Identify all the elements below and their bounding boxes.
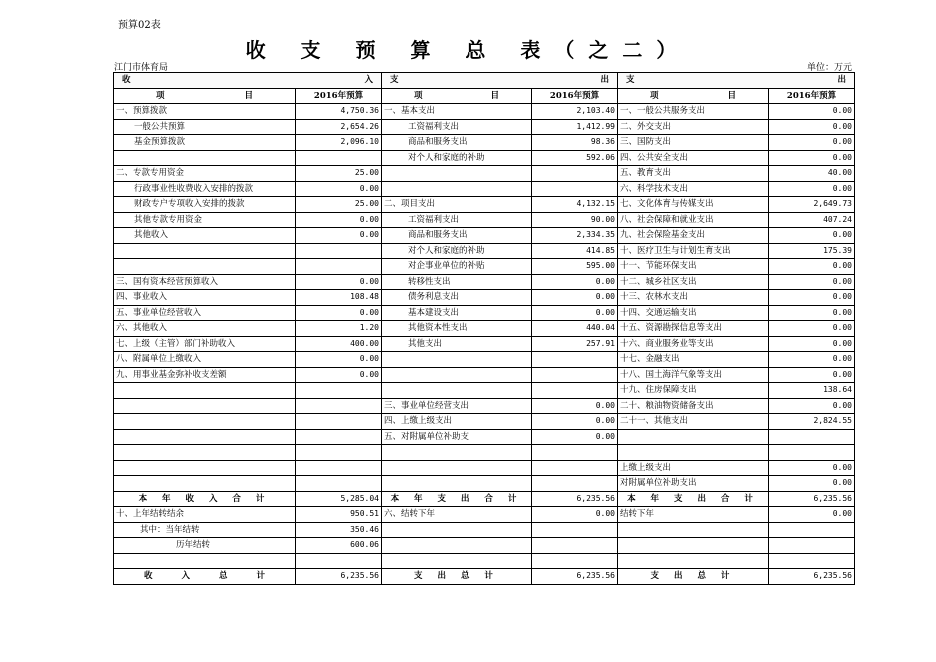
income-value: 0.00 [296, 181, 382, 197]
grand-expenditure-total-value: 6,235.56 [532, 569, 618, 585]
function-value [769, 445, 855, 461]
expenditure-value: 595.00 [532, 259, 618, 275]
function-value: 0.00 [769, 352, 855, 368]
function-value: 175.39 [769, 243, 855, 259]
function-item: 十三、农林水支出 [618, 290, 769, 306]
income-item: 二、专款专用资金 [114, 166, 296, 182]
form-code: 预算02表 [118, 20, 161, 31]
table-row [114, 429, 855, 445]
expenditure-item: 五、对附属单位补助支 [382, 429, 532, 445]
function-item: 二、外交支出 [618, 119, 769, 135]
grand-expenditure-total-label: 支 出 总 计 [382, 569, 532, 585]
income-value: 4,750.36 [296, 104, 382, 120]
function-value: 407.24 [769, 212, 855, 228]
income-value [296, 398, 382, 414]
function-value: 0.00 [769, 336, 855, 352]
income-value: 950.51 [296, 507, 382, 523]
income-value: 0.00 [296, 212, 382, 228]
column-header-row [114, 88, 855, 104]
expenditure-value: 0.00 [532, 507, 618, 523]
item-column-header [382, 88, 532, 104]
income-item: 三、国有资本经营预算收入 [114, 274, 296, 290]
expenditure-item [382, 460, 532, 476]
expenditure-item: 其他支出 [382, 336, 532, 352]
table-row [114, 305, 855, 321]
total-char: 计 [256, 571, 265, 582]
table-row [114, 522, 855, 538]
header-char: 出 [600, 75, 609, 86]
function-item: 十九、住房保障支出 [618, 383, 769, 399]
function-item [618, 445, 769, 461]
function-value: 2,824.55 [769, 414, 855, 430]
function-value [769, 429, 855, 445]
function-item: 三、国防支出 [618, 135, 769, 151]
table-row [114, 135, 855, 151]
income-item: 六、其他收入 [114, 321, 296, 337]
expenditure-item: 转移性支出 [382, 274, 532, 290]
income-item: 其他收入 [114, 228, 296, 244]
annual-function-total-label: 本 年 支 出 合 计 [618, 491, 769, 507]
income-value [296, 150, 382, 166]
expenditure-item: 商品和服务支出 [382, 135, 532, 151]
function-value: 0.00 [769, 104, 855, 120]
income-value: 2,096.10 [296, 135, 382, 151]
expenditure-value: 98.36 [532, 135, 618, 151]
organization-name: 江门市体育局 [114, 63, 169, 73]
income-item: 基金预算拨款 [114, 135, 296, 151]
income-value [296, 414, 382, 430]
income-value: 0.00 [296, 228, 382, 244]
table-row [114, 181, 855, 197]
expenditure-value: 592.06 [532, 150, 618, 166]
grand-income-total-value: 6,235.56 [296, 569, 382, 585]
function-value: 0.00 [769, 135, 855, 151]
table-row [114, 445, 855, 461]
annual-expenditure-total-value: 6,235.56 [532, 491, 618, 507]
function-value: 0.00 [769, 274, 855, 290]
expenditure-value: 2,334.35 [532, 228, 618, 244]
table-row [114, 166, 855, 182]
function-item: 五、教育支出 [618, 166, 769, 182]
table-row [114, 119, 855, 135]
function-value: 0.00 [769, 228, 855, 244]
income-item: 五、事业单位经营收入 [114, 305, 296, 321]
function-item: 六、科学技术支出 [618, 181, 769, 197]
expenditure-value: 440.04 [532, 321, 618, 337]
table-row [114, 290, 855, 306]
header-char: 支 [626, 75, 635, 86]
table-row [114, 104, 855, 120]
function-item: 十五、资源勘探信息等支出 [618, 321, 769, 337]
expenditure-item: 工资福利支出 [382, 119, 532, 135]
income-value [296, 383, 382, 399]
function-item: 四、公共安全支出 [618, 150, 769, 166]
expenditure-item: 一、基本支出 [382, 104, 532, 120]
header-char: 目 [244, 90, 253, 101]
expenditure-value [532, 553, 618, 569]
income-value: 600.06 [296, 538, 382, 554]
income-value [296, 553, 382, 569]
expenditure-value: 0.00 [532, 398, 618, 414]
function-item [618, 522, 769, 538]
income-item: 历年结转 [114, 538, 296, 554]
income-value: 25.00 [296, 166, 382, 182]
function-item [618, 429, 769, 445]
budget-table [113, 72, 855, 585]
expenditure-item [382, 553, 532, 569]
expenditure-value: 0.00 [532, 414, 618, 430]
function-item: 七、文化体育与传媒支出 [618, 197, 769, 213]
table-row [114, 460, 855, 476]
expenditure-value: 0.00 [532, 274, 618, 290]
unit-label: 单位：万元 [806, 63, 852, 73]
annual-income-total-value: 5,285.04 [296, 491, 382, 507]
function-value: 0.00 [769, 398, 855, 414]
header-char: 出 [837, 75, 846, 86]
income-value [296, 445, 382, 461]
function-item [618, 538, 769, 554]
header-char: 入 [364, 75, 373, 86]
income-item: 九、用事业基金弥补收支差额 [114, 367, 296, 383]
income-item [114, 243, 296, 259]
expenditure-item: 二、项目支出 [382, 197, 532, 213]
function-item: 结转下年 [618, 507, 769, 523]
income-item [114, 445, 296, 461]
expenditure-item [382, 166, 532, 182]
total-char: 收 [144, 571, 153, 582]
income-item [114, 150, 296, 166]
header-char: 目 [727, 90, 736, 101]
expenditure-item [382, 352, 532, 368]
section-header-row [114, 73, 855, 89]
expenditure-item: 工资福利支出 [382, 212, 532, 228]
income-item: 其中：当年结转 [114, 522, 296, 538]
expenditure-item [382, 476, 532, 492]
income-item [114, 476, 296, 492]
expenditure-section-header-2 [618, 73, 855, 89]
function-item [618, 553, 769, 569]
function-item: 十二、城乡社区支出 [618, 274, 769, 290]
expenditure-item [382, 538, 532, 554]
table-row [114, 228, 855, 244]
annual-expenditure-total-label: 本 年 支 出 合 计 [382, 491, 532, 507]
expenditure-item [382, 367, 532, 383]
expenditure-value [532, 181, 618, 197]
income-value: 0.00 [296, 274, 382, 290]
function-item: 十四、交通运输支出 [618, 305, 769, 321]
expenditure-item [382, 522, 532, 538]
income-value [296, 476, 382, 492]
income-value: 0.00 [296, 367, 382, 383]
income-item [114, 383, 296, 399]
expenditure-value: 414.85 [532, 243, 618, 259]
item-column-header [114, 88, 296, 104]
table-row [114, 274, 855, 290]
budget-column-header: 2016年预算 [296, 88, 382, 104]
income-item [114, 429, 296, 445]
function-value: 2,649.73 [769, 197, 855, 213]
income-value [296, 460, 382, 476]
function-value [769, 538, 855, 554]
table-row [114, 243, 855, 259]
function-item: 十六、商业服务业等支出 [618, 336, 769, 352]
table-row [114, 476, 855, 492]
income-item: 财政专户专项收入安排的拨款 [114, 197, 296, 213]
function-value [769, 553, 855, 569]
table-row [114, 150, 855, 166]
annual-income-total-label: 本 年 收 入 合 计 [114, 491, 296, 507]
header-char: 项 [156, 90, 165, 101]
function-value: 0.00 [769, 460, 855, 476]
expenditure-value: 0.00 [532, 305, 618, 321]
expenditure-item: 债务利息支出 [382, 290, 532, 306]
function-value [769, 522, 855, 538]
total-char: 入 [181, 571, 190, 582]
income-value: 2,654.26 [296, 119, 382, 135]
income-value: 0.00 [296, 352, 382, 368]
function-value: 0.00 [769, 476, 855, 492]
expenditure-value [532, 367, 618, 383]
expenditure-item: 商品和服务支出 [382, 228, 532, 244]
income-value: 400.00 [296, 336, 382, 352]
annual-function-total-value: 6,235.56 [769, 491, 855, 507]
function-item: 十七、金融支出 [618, 352, 769, 368]
income-item [114, 553, 296, 569]
table-row [114, 398, 855, 414]
function-value: 0.00 [769, 290, 855, 306]
function-value: 138.64 [769, 383, 855, 399]
table-row [114, 367, 855, 383]
function-value: 0.00 [769, 259, 855, 275]
header-char: 目 [490, 90, 499, 101]
budget-column-header: 2016年预算 [769, 88, 855, 104]
function-item: 九、社会保险基金支出 [618, 228, 769, 244]
income-section-header [114, 73, 382, 89]
expenditure-value: 4,132.15 [532, 197, 618, 213]
function-item: 十八、国土海洋气象等支出 [618, 367, 769, 383]
expenditure-value [532, 476, 618, 492]
income-value [296, 259, 382, 275]
function-value: 40.00 [769, 166, 855, 182]
function-value: 0.00 [769, 507, 855, 523]
function-item: 十、医疗卫生与计划生育支出 [618, 243, 769, 259]
grand-total-row [114, 569, 855, 585]
table-row [114, 414, 855, 430]
table-row [114, 352, 855, 368]
expenditure-value: 1,412.99 [532, 119, 618, 135]
function-value: 0.00 [769, 321, 855, 337]
table-row [114, 321, 855, 337]
expenditure-section-header-1 [382, 73, 618, 89]
total-char: 总 [218, 571, 228, 582]
table-row [114, 553, 855, 569]
header-char: 收 [122, 75, 131, 86]
expenditure-value: 0.00 [532, 429, 618, 445]
function-item: 一、一般公共服务支出 [618, 104, 769, 120]
grand-function-total-label: 支 出 总 计 [618, 569, 769, 585]
income-item: 其他专款专用资金 [114, 212, 296, 228]
income-item: 行政事业性收费收入安排的拨款 [114, 181, 296, 197]
table-row [114, 507, 855, 523]
income-item: 一般公共预算 [114, 119, 296, 135]
income-value: 108.48 [296, 290, 382, 306]
expenditure-value: 257.91 [532, 336, 618, 352]
expenditure-value: 90.00 [532, 212, 618, 228]
expenditure-item: 对个人和家庭的补助 [382, 150, 532, 166]
income-item: 一、预算拨款 [114, 104, 296, 120]
expenditure-value: 2,103.40 [532, 104, 618, 120]
income-item: 七、上级（主管）部门补助收入 [114, 336, 296, 352]
header-char: 项 [650, 90, 659, 101]
function-value: 0.00 [769, 119, 855, 135]
expenditure-item: 对个人和家庭的补助 [382, 243, 532, 259]
grand-income-total-label [114, 569, 296, 585]
function-item: 对附属单位补助支出 [618, 476, 769, 492]
expenditure-item: 四、上缴上级支出 [382, 414, 532, 430]
income-value [296, 243, 382, 259]
expenditure-item: 对企事业单位的补贴 [382, 259, 532, 275]
table-row [114, 212, 855, 228]
income-item [114, 414, 296, 430]
expenditure-value [532, 383, 618, 399]
function-item: 二十一、其他支出 [618, 414, 769, 430]
expenditure-value [532, 166, 618, 182]
income-value: 350.46 [296, 522, 382, 538]
function-item: 八、社会保障和就业支出 [618, 212, 769, 228]
page-title: 收 支 预 算 总 表（之二） [245, 38, 691, 62]
income-value [296, 429, 382, 445]
income-item [114, 460, 296, 476]
income-item: 四、事业收入 [114, 290, 296, 306]
expenditure-item: 其他资本性支出 [382, 321, 532, 337]
function-item: 十一、节能环保支出 [618, 259, 769, 275]
table-row [114, 197, 855, 213]
expenditure-value [532, 522, 618, 538]
expenditure-value [532, 445, 618, 461]
expenditure-item: 六、结转下年 [382, 507, 532, 523]
table-row [114, 336, 855, 352]
expenditure-item: 三、事业单位经营支出 [382, 398, 532, 414]
expenditure-item [382, 445, 532, 461]
function-value: 0.00 [769, 150, 855, 166]
header-char: 支 [390, 75, 399, 86]
income-item: 八、附属单位上缴收入 [114, 352, 296, 368]
grand-function-total-value: 6,235.56 [769, 569, 855, 585]
table-row [114, 383, 855, 399]
expenditure-value [532, 538, 618, 554]
expenditure-value: 0.00 [532, 290, 618, 306]
budget-column-header: 2016年预算 [532, 88, 618, 104]
income-value: 25.00 [296, 197, 382, 213]
income-item [114, 398, 296, 414]
income-value: 1.20 [296, 321, 382, 337]
expenditure-item [382, 383, 532, 399]
function-value: 0.00 [769, 367, 855, 383]
income-item: 十、上年结转结余 [114, 507, 296, 523]
income-item [114, 259, 296, 275]
table-row [114, 259, 855, 275]
expenditure-item [382, 181, 532, 197]
function-value: 0.00 [769, 181, 855, 197]
expenditure-value [532, 460, 618, 476]
table-row [114, 538, 855, 554]
expenditure-item: 基本建设支出 [382, 305, 532, 321]
income-value: 0.00 [296, 305, 382, 321]
expenditure-value [532, 352, 618, 368]
function-item: 上缴上级支出 [618, 460, 769, 476]
annual-total-row [114, 491, 855, 507]
item-column-header [618, 88, 769, 104]
header-char: 项 [414, 90, 423, 101]
function-item: 二十、粮油物资储备支出 [618, 398, 769, 414]
function-value: 0.00 [769, 305, 855, 321]
